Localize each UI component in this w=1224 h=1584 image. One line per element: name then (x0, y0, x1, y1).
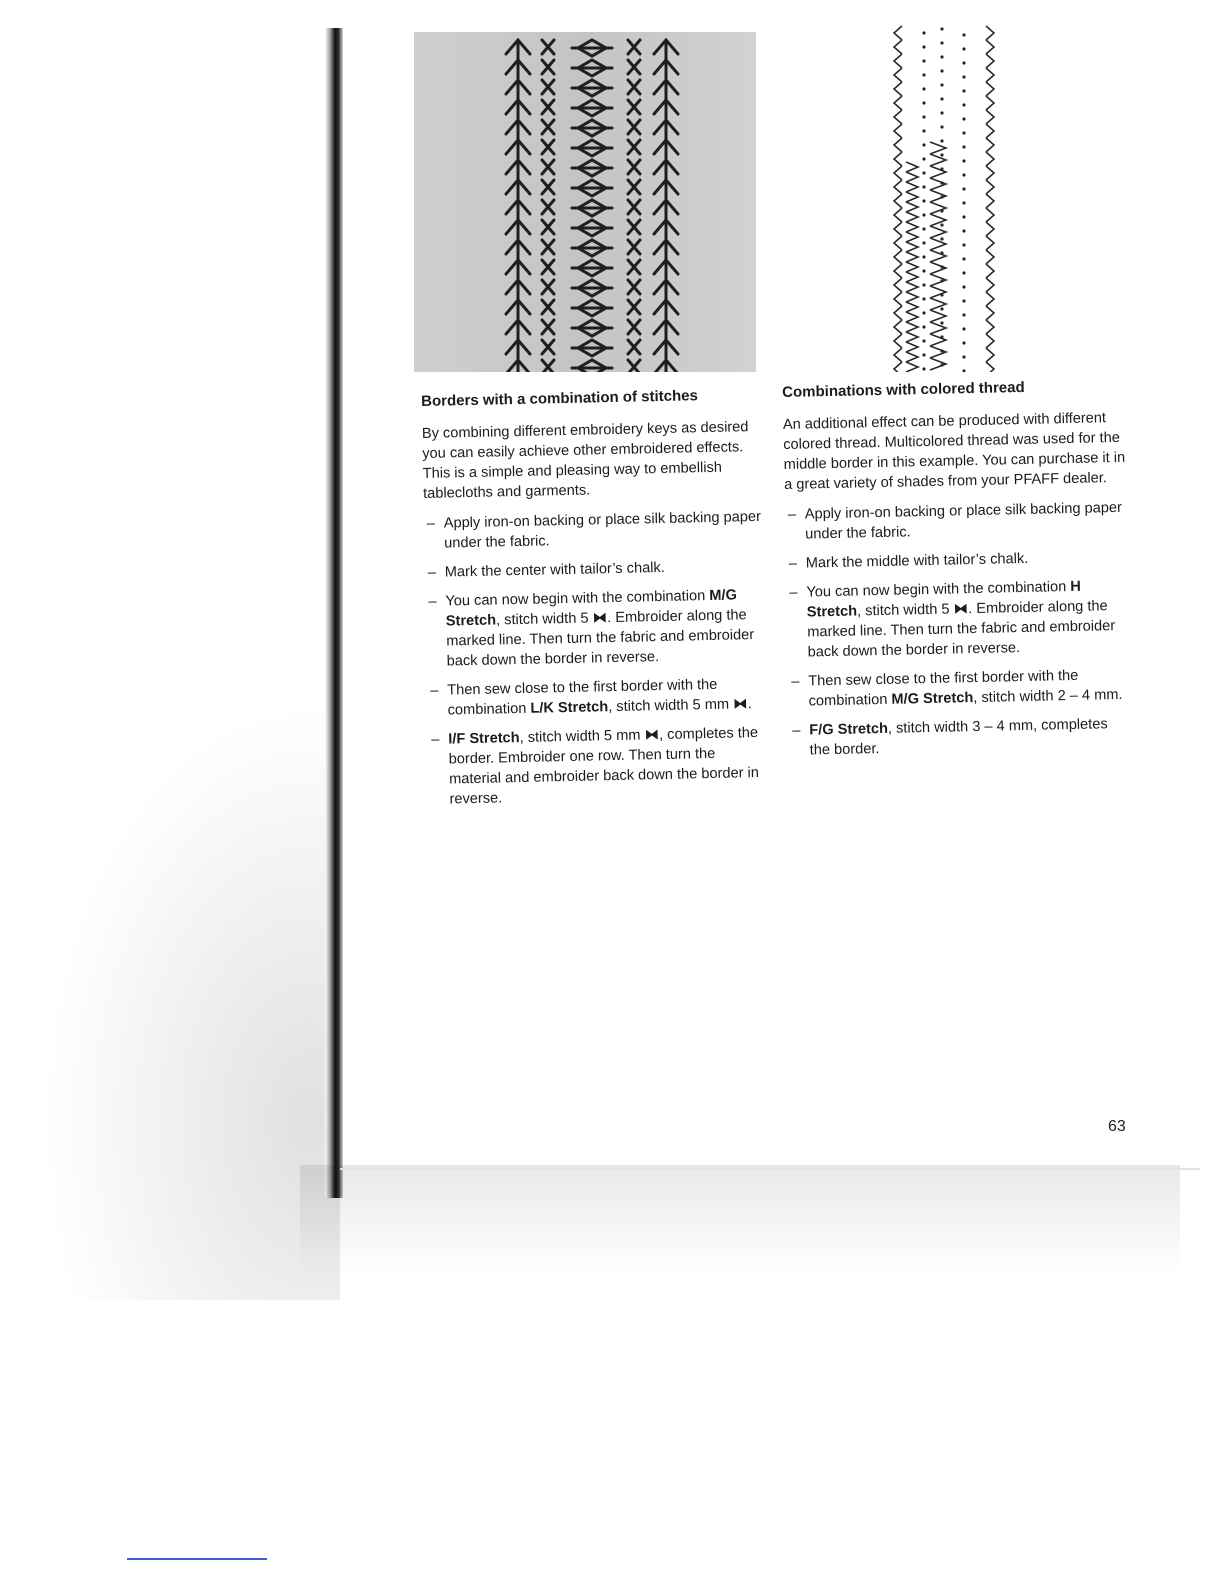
stitch-mark (986, 82, 994, 96)
stitch-mark (906, 212, 918, 222)
stitch-mark (572, 320, 612, 336)
stitch-mark (923, 186, 925, 188)
stitch-mark (654, 160, 678, 180)
embroidery-sample-photo-left (414, 32, 756, 372)
stitch-mark (930, 310, 946, 322)
stitch-mark (923, 200, 925, 202)
stitch-mark (941, 308, 943, 310)
stitch-mark (930, 178, 946, 190)
stitch-mark (506, 160, 530, 180)
right-column (782, 376, 1132, 770)
stitch-mark (628, 120, 640, 134)
stitch-mark (963, 188, 965, 190)
stitch-mark (906, 352, 918, 362)
stitch-mark (628, 360, 640, 372)
stitch-mark (894, 54, 902, 68)
stitch-mark (572, 40, 612, 56)
stitch-mark (941, 84, 943, 86)
stitch-mark (894, 180, 902, 194)
stitch-mark (941, 98, 943, 100)
stitch-mark (930, 214, 946, 226)
stitch-mark (906, 272, 918, 282)
stitch-mark (894, 138, 902, 152)
stitch-mark (930, 274, 946, 286)
stitch-mark (906, 362, 918, 372)
stitch-mark (894, 250, 902, 264)
stitch-mark (572, 240, 612, 256)
stitch-mark (572, 100, 612, 116)
stitch-mark (894, 194, 902, 208)
stitch-mark (930, 142, 946, 154)
right-step: – F/G Stretch, stitch width 3 – 4 mm, completes the border. (792, 716, 1108, 759)
stitch-mark (542, 220, 554, 234)
stitch-mark (506, 140, 530, 160)
bullet-dash: – (789, 584, 798, 601)
stitch-mark (906, 172, 918, 182)
stitch-mark (963, 216, 965, 218)
stitch-mark (930, 262, 946, 274)
stitch-mark (572, 60, 612, 76)
stitch-mark (923, 242, 925, 244)
stitch-mark (628, 160, 640, 174)
bullet-dash: – (426, 515, 436, 532)
stitch-mark (894, 82, 902, 96)
stitch-mark (654, 240, 678, 260)
stitch-mark (894, 264, 902, 278)
right-step: – Then sew close to the first border with the combination M/G Stretch, stitch width 2 – 4 mm. (791, 667, 1123, 710)
stitch-mark (930, 190, 946, 202)
stitch-mark (628, 60, 640, 74)
stitch-mark (923, 228, 925, 230)
embroidery-sample-photo-right (884, 22, 1014, 372)
stitch-mark (986, 264, 994, 278)
stitch-mark (894, 306, 902, 320)
stitch-mark (923, 340, 925, 342)
stitch-mark (923, 88, 925, 90)
stitch-mark (572, 360, 612, 372)
bullet-dash: – (791, 673, 800, 690)
stitch-mark (963, 76, 965, 78)
stitch-mark (572, 260, 612, 276)
stitch-mark (963, 118, 965, 120)
stitch-mark (986, 278, 994, 292)
left-column (421, 385, 772, 819)
left-intro: By combining different embroidery keys as desired you can easily achieve other embroidered effects. This is a simple and pleasing way to embellish tablecloths and garments. (421, 419, 749, 502)
stitch-mark (963, 342, 965, 344)
stitch-mark (628, 140, 640, 154)
stitch-mark (963, 160, 965, 162)
stitch-mark (894, 68, 902, 82)
stitch-mark (963, 286, 965, 288)
stitch-mark (923, 60, 925, 62)
stitch-mark (628, 240, 640, 254)
stitch-mark (963, 132, 965, 134)
stitch-mark (930, 250, 946, 262)
stitch-mark (542, 60, 554, 74)
stitch-mark (906, 252, 918, 262)
stitch-mark (930, 202, 946, 214)
stitch-mark (930, 154, 946, 166)
stitch-mark (986, 40, 994, 54)
scan-shadow (40, 700, 340, 1300)
stitch-mark (654, 80, 678, 100)
stitch-mark (986, 110, 994, 124)
stitch-mark (923, 270, 925, 272)
stitch-mark (963, 370, 965, 372)
stitch-mark (894, 278, 902, 292)
stitch-mark (941, 56, 943, 58)
stitch-mark (930, 358, 946, 370)
stitch-mark (986, 334, 994, 348)
stitch-mark (572, 280, 612, 296)
stitch-mark (506, 100, 530, 120)
stitch-mark (923, 116, 925, 118)
stitch-mark (894, 110, 902, 124)
stitch-mark (986, 166, 994, 180)
stitch-mark (986, 236, 994, 250)
stitch-mark (542, 340, 554, 354)
stitch-mark (941, 224, 943, 226)
stitch-mark (628, 40, 640, 54)
stitch-mark (930, 166, 946, 178)
stitch-mark (542, 300, 554, 314)
stitch-mark (963, 300, 965, 302)
footnote-rule (127, 1558, 267, 1560)
stitch-mark (930, 286, 946, 298)
stitch-mark (654, 260, 678, 280)
stitch-mark (930, 226, 946, 238)
stitch-mark (628, 260, 640, 274)
stitch-mark (923, 284, 925, 286)
stitch-mark (654, 200, 678, 220)
stitch-mark (923, 74, 925, 76)
stitch-mark (930, 298, 946, 310)
stitch-mark (894, 348, 902, 362)
stitch-mark (572, 180, 612, 196)
bullet-dash: – (427, 564, 437, 581)
page-edge (340, 1168, 1200, 1170)
stitch-mark (963, 146, 965, 148)
stitch-mark (506, 240, 530, 260)
stitch-mark (963, 314, 965, 316)
stitch-mark (542, 360, 554, 372)
stitch-mark (986, 124, 994, 138)
stitch-mark (654, 140, 678, 160)
stitch-mark (894, 152, 902, 166)
stitch-mark (572, 80, 612, 96)
stitch-mark (963, 356, 965, 358)
stitch-mark (628, 320, 640, 334)
stitch-mark (986, 54, 994, 68)
stitch-mark (506, 220, 530, 240)
stitch-mark (941, 140, 943, 142)
stitch-mark (986, 138, 994, 152)
stitch-mark (963, 174, 965, 176)
stitch-mark (963, 62, 965, 64)
stitch-mark (986, 348, 994, 362)
stitch-mark (506, 200, 530, 220)
stitch-mark (654, 180, 678, 200)
stitch-mark (930, 238, 946, 250)
stitch-mark (894, 26, 902, 40)
stitch-mark (963, 90, 965, 92)
stitch-mark (894, 96, 902, 110)
stitch-mark (906, 342, 918, 352)
stitch-mark (628, 200, 640, 214)
stitch-mark (906, 292, 918, 302)
stitch-mark (906, 262, 918, 272)
left-step: – Then sew close to the first border with the combination L/K Stretch, stitch width 5 mm ⧓. (430, 676, 752, 719)
stitch-mark (986, 362, 994, 372)
stitch-mark (894, 222, 902, 236)
stitch-mark (906, 232, 918, 242)
stitch-mark (923, 354, 925, 356)
stitch-mark (941, 28, 943, 30)
right-intro: An additional effect can be produced with different colored thread. Multicolored thread was used for the middle border in this example. You can purchase it in a great variety of shades from your PFAFF dealer. (782, 410, 1126, 493)
stitch-mark (986, 26, 994, 40)
stitch-mark (542, 100, 554, 114)
right-heading: Combinations with colored thread (782, 378, 1025, 401)
stitch-mark (894, 40, 902, 54)
stitch-mark (986, 222, 994, 236)
bullet-dash: – (431, 731, 440, 748)
right-step: – Apply iron-on backing or place silk backing paper under the fabric. (787, 499, 1123, 543)
stitch-mark (654, 40, 678, 60)
stitch-mark (506, 40, 530, 60)
stitch-mark (941, 238, 943, 240)
stitch-mark (506, 260, 530, 280)
left-step: – Apply iron-on backing or place silk backing paper under the fabric. (426, 508, 762, 552)
stitch-mark (628, 180, 640, 194)
stitch-mark (963, 272, 965, 274)
stitch-mark (923, 158, 925, 160)
stitch-mark (906, 282, 918, 292)
stitch-mark (894, 362, 902, 372)
stitch-mark (654, 360, 678, 372)
stitch-mark (941, 42, 943, 44)
stitch-mark (506, 320, 530, 340)
stitch-mark (654, 300, 678, 320)
stitch-mark (506, 300, 530, 320)
stitch-mark (986, 194, 994, 208)
stitch-mark (923, 130, 925, 132)
stitch-mark (923, 368, 925, 370)
stitch-mark (628, 280, 640, 294)
stitch-mark (894, 236, 902, 250)
stitch-mark (986, 96, 994, 110)
stitch-mark (906, 222, 918, 232)
bullet-dash: – (788, 555, 798, 572)
stitch-mark (986, 68, 994, 82)
stitch-mark (963, 258, 965, 260)
stitch-mark (930, 346, 946, 358)
stitch-mark (986, 180, 994, 194)
stitch-mark (923, 256, 925, 258)
stitch-mark (572, 140, 612, 156)
stitch-mark (906, 312, 918, 322)
stitch-mark (572, 220, 612, 236)
stitch-mark (986, 250, 994, 264)
stitch-mark (906, 192, 918, 202)
stitch-mark (506, 340, 530, 360)
stitch-mark (923, 298, 925, 300)
stitch-mark (906, 182, 918, 192)
stitch-mark (923, 144, 925, 146)
stitch-mark (941, 154, 943, 156)
stitch-pattern-left (414, 32, 756, 372)
stitch-mark (654, 60, 678, 80)
stitch-mark (572, 340, 612, 356)
stitch-mark (963, 328, 965, 330)
stitch-mark (923, 312, 925, 314)
right-step: – Mark the middle with tailor’s chalk. (788, 550, 1029, 572)
stitch-mark (654, 280, 678, 300)
stitch-mark (542, 120, 554, 134)
stitch-mark (506, 60, 530, 80)
stitch-mark (923, 102, 925, 104)
stitch-mark (923, 46, 925, 48)
bullet-dash: – (428, 593, 437, 610)
bullet-dash: – (787, 506, 797, 523)
stitch-mark (542, 80, 554, 94)
stitch-mark (542, 280, 554, 294)
stitch-mark (963, 48, 965, 50)
right-step: – You can now begin with the combination H Stretch, stitch width 5 ⧓. Embroider along the marked line. Then turn the fabric and embroider back down the border in reverse. (789, 578, 1116, 661)
stitch-mark (542, 200, 554, 214)
left-heading: Borders with a combination of stitches (421, 387, 699, 410)
stitch-pattern-right (884, 22, 1014, 372)
stitch-mark (628, 80, 640, 94)
stitch-mark (894, 320, 902, 334)
left-step: – You can now begin with the combination M/G Stretch, stitch width 5 ⧓. Embroider along the marked line. Then turn the fabric and embroider back down the border in reverse. (428, 587, 755, 670)
stitch-mark (542, 140, 554, 154)
stitch-mark (572, 120, 612, 136)
stitch-mark (654, 100, 678, 120)
stitch-mark (542, 320, 554, 334)
stitch-mark (963, 244, 965, 246)
stitch-mark (572, 300, 612, 316)
stitch-mark (506, 120, 530, 140)
stitch-mark (654, 120, 678, 140)
stitch-mark (506, 280, 530, 300)
stitch-mark (894, 124, 902, 138)
stitch-mark (894, 292, 902, 306)
stitch-mark (654, 320, 678, 340)
stitch-mark (923, 172, 925, 174)
left-step: – Mark the center with tailor’s chalk. (427, 559, 665, 581)
page-bottom-shadow (300, 1165, 1180, 1275)
stitch-mark (906, 162, 918, 172)
stitch-mark (986, 152, 994, 166)
stitch-mark (941, 126, 943, 128)
bullet-dash: – (430, 682, 439, 699)
stitch-mark (506, 180, 530, 200)
stitch-mark (894, 208, 902, 222)
stitch-mark (542, 240, 554, 254)
stitch-mark (906, 202, 918, 212)
stitch-mark (572, 200, 612, 216)
stitch-mark (923, 32, 925, 34)
stitch-mark (654, 220, 678, 240)
stitch-mark (941, 322, 943, 324)
stitch-mark (894, 166, 902, 180)
stitch-mark (963, 104, 965, 106)
stitch-mark (986, 306, 994, 320)
left-step: – I/F Stretch, stitch width 5 mm ⧓, completes the border. Embroider one row. Then turn the material and embroider back down the border in reverse. (431, 725, 760, 808)
stitch-mark (986, 208, 994, 222)
stitch-mark (986, 292, 994, 306)
stitch-mark (572, 160, 612, 176)
stitch-mark (628, 100, 640, 114)
stitch-mark (923, 214, 925, 216)
stitch-mark (923, 326, 925, 328)
stitch-mark (542, 160, 554, 174)
stitch-mark (986, 320, 994, 334)
stitch-mark (941, 70, 943, 72)
stitch-mark (654, 340, 678, 360)
book-spine-shadow (325, 28, 343, 1198)
stitch-mark (542, 180, 554, 194)
stitch-mark (906, 322, 918, 332)
stitch-mark (628, 220, 640, 234)
stitch-mark (894, 334, 902, 348)
stitch-mark (628, 300, 640, 314)
stitch-mark (542, 40, 554, 54)
bullet-dash: – (792, 722, 801, 739)
stitch-mark (906, 332, 918, 342)
stitch-mark (963, 34, 965, 36)
stitch-mark (906, 242, 918, 252)
stitch-mark (941, 112, 943, 114)
stitch-mark (542, 260, 554, 274)
page-number: 63 (1108, 1118, 1126, 1135)
stitch-mark (506, 80, 530, 100)
stitch-mark (506, 360, 530, 372)
stitch-mark (628, 340, 640, 354)
stitch-mark (963, 230, 965, 232)
stitch-mark (963, 202, 965, 204)
stitch-mark (930, 322, 946, 334)
stitch-mark (906, 302, 918, 312)
stitch-mark (930, 334, 946, 346)
